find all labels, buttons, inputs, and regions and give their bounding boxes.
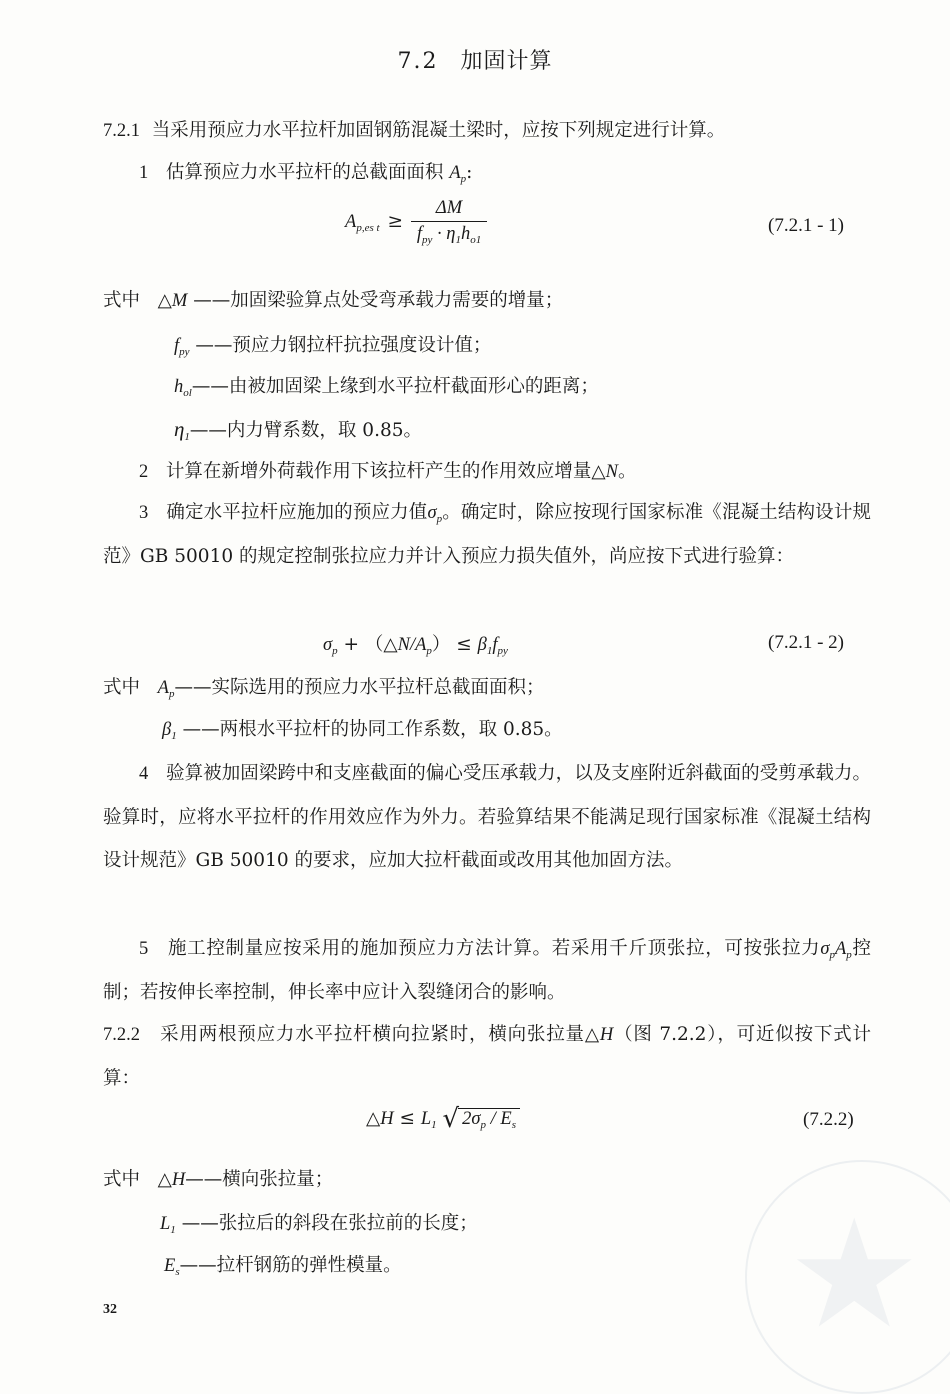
equation-numerator: ΔM <box>411 198 487 222</box>
item-text-b: 。确定时，除应按现行国家标准《混凝土结构设计规范》GB 50010 的规定控制张拉应力并计入预应力损失值外，尚应按下式进行验算： <box>103 502 871 567</box>
def-Es: ——拉杆钢筋的弹性模量。 <box>179 1255 402 1276</box>
clause-text: 当采用预应力水平拉杆加固钢筋混凝土梁时，应按下列规定进行计算。 <box>151 120 726 141</box>
section-title: 加固计算 <box>460 49 553 74</box>
item-text: 估算预应力水平拉杆的总截面面积 <box>165 162 444 183</box>
item-text-b: 控制；若按伸长率控制，伸长率中应计入裂缝闭合的影响。 <box>103 938 871 1003</box>
def-beta: ——两根水平拉杆的协同工作系数，取 0.85。 <box>182 719 563 740</box>
def-ho1: ——由被加固梁上缘到水平拉杆截面形心的距离； <box>191 376 599 397</box>
clause-number: 7.2.2 <box>103 1025 140 1045</box>
clause-text-a: 采用两根预应力水平拉杆横向拉紧时，横向张拉量 <box>160 1024 585 1045</box>
item-text-a: 施工控制量应按采用的施加预应力方法计算。若采用千斤顶张拉，可按张拉力 <box>167 938 821 959</box>
page-number: 32 <box>103 1302 117 1317</box>
where-row-dH: 式中 △H——横向张拉量； <box>103 1169 334 1190</box>
item-2: 2 计算在新增外荷载作用下该拉杆产生的作用效应增量△N。 <box>139 461 637 482</box>
where-row-ho1: $h_{ol}——$由被加固梁上缘到水平拉杆截面形心的距离； <box>174 376 599 399</box>
equation-7-2-1-1: $A_{p,es t}$ ≥ $\frac{\Delta M}{f_{py} \cdot \eta_1h_{o1}}$ <box>345 198 487 245</box>
clause-text-b: （图 7.2.2），可近似按下式计算： <box>103 1024 871 1089</box>
item-number: 2 <box>139 462 149 482</box>
equation-number-3: (7.2.2) <box>803 1109 854 1130</box>
equation-number-1: (7.2.1 - 1) <box>768 215 844 236</box>
item-number: 5 <box>139 939 149 959</box>
def-L1: ——张拉后的斜段在张拉前的长度； <box>181 1213 478 1234</box>
item-5: 5 施工控制量应按采用的施加预应力方法计算。若采用千斤顶张拉，可按张拉力$\sigma_pA_p$控制；若按伸长率控制，伸长率中应计入裂缝闭合的影响。 <box>103 938 871 1003</box>
item-text: 验算被加固梁跨中和支座截面的偏心受压承载力，以及支座附近斜截面的受剪承载力。验算时，应将水平拉杆的作用效应作为外力。若验算结果不能满足现行国家标准《混凝土结构设计规范》GB 50010 的要求，应加大拉杆截面或改用其他加固方法。 <box>103 763 871 871</box>
item-text: 计算在新增外荷载作用下该拉杆产生的作用效应增量 <box>165 461 592 482</box>
def-dH: ——横向张拉量； <box>185 1169 334 1190</box>
item-number: 4 <box>139 764 149 784</box>
where-label: 式中 <box>103 290 141 311</box>
equation-number-2: (7.2.1 - 2) <box>768 632 844 653</box>
item-1: 1 估算预应力水平拉杆的总截面面积 $A_p$: <box>139 162 473 185</box>
equation-7-2-1-2: $\sigma_p$ + $(\triangle N/A_p) \le \beta_1f_{py}$ <box>323 634 508 657</box>
where-row-eta: $\eta_1——$内力臂系数，取 0.85。 <box>174 417 422 443</box>
where-row-fpy: $f_{py}$ ——预应力钢拉杆抗拉强度设计值； <box>174 335 492 358</box>
section-number: 7.2 <box>397 49 439 74</box>
where-row-beta: $\beta_1$ ——两根水平拉杆的协同工作系数，取 0.85。 <box>162 719 563 742</box>
def-Ap: ——实际选用的预应力水平拉杆总截面面积； <box>174 677 545 698</box>
clause-7-2-2: 7.2.2 采用两根预应力水平拉杆横向拉紧时，横向张拉量△H（图 7.2.2），可近似按下式计算： <box>103 1024 871 1089</box>
item-number: 3 <box>139 503 149 523</box>
def-fpy: ——预应力钢拉杆抗拉强度设计值； <box>195 335 492 356</box>
where-row-Es: $E_s——$拉杆钢筋的弹性模量。 <box>164 1255 402 1278</box>
item-number: 1 <box>139 163 149 183</box>
section-heading <box>0 44 950 75</box>
where-row-L1: $L_1$ ——张拉后的斜段在张拉前的长度； <box>160 1213 478 1236</box>
item-3: 3 确定水平拉杆应施加的预应力值$\sigma_p$。确定时，除应按现行国家标准《混凝土结构设计规范》GB 50010 的规定控制张拉应力并计入预应力损失值外，尚应按下式进行验算： <box>103 502 871 567</box>
item-4 <box>103 752 871 882</box>
where-label: 式中 <box>103 1169 141 1190</box>
where-row-Ap: 式中 $A_p——$实际选用的预应力水平拉杆总截面面积； <box>103 677 545 700</box>
where-row-dM: 式中 △M ——加固梁验算点处受弯承载力需要的增量； <box>103 290 564 311</box>
item-text-a: 确定水平拉杆应施加的预应力值 <box>166 502 428 523</box>
watermark-seal <box>745 1160 950 1394</box>
star-icon: ★ <box>787 1188 922 1362</box>
def-dM: ——加固梁验算点处受弯承载力需要的增量； <box>193 290 564 311</box>
def-eta: ——内力臂系数，取 0.85。 <box>189 420 422 441</box>
clause-number: 7.2.1 <box>103 121 140 141</box>
clause-7-2-1 <box>103 118 725 144</box>
where-label: 式中 <box>103 677 141 698</box>
equation-7-2-2: △H ≤ $L_1$ √ $2\sigma_p / E_s$ <box>366 1104 520 1134</box>
